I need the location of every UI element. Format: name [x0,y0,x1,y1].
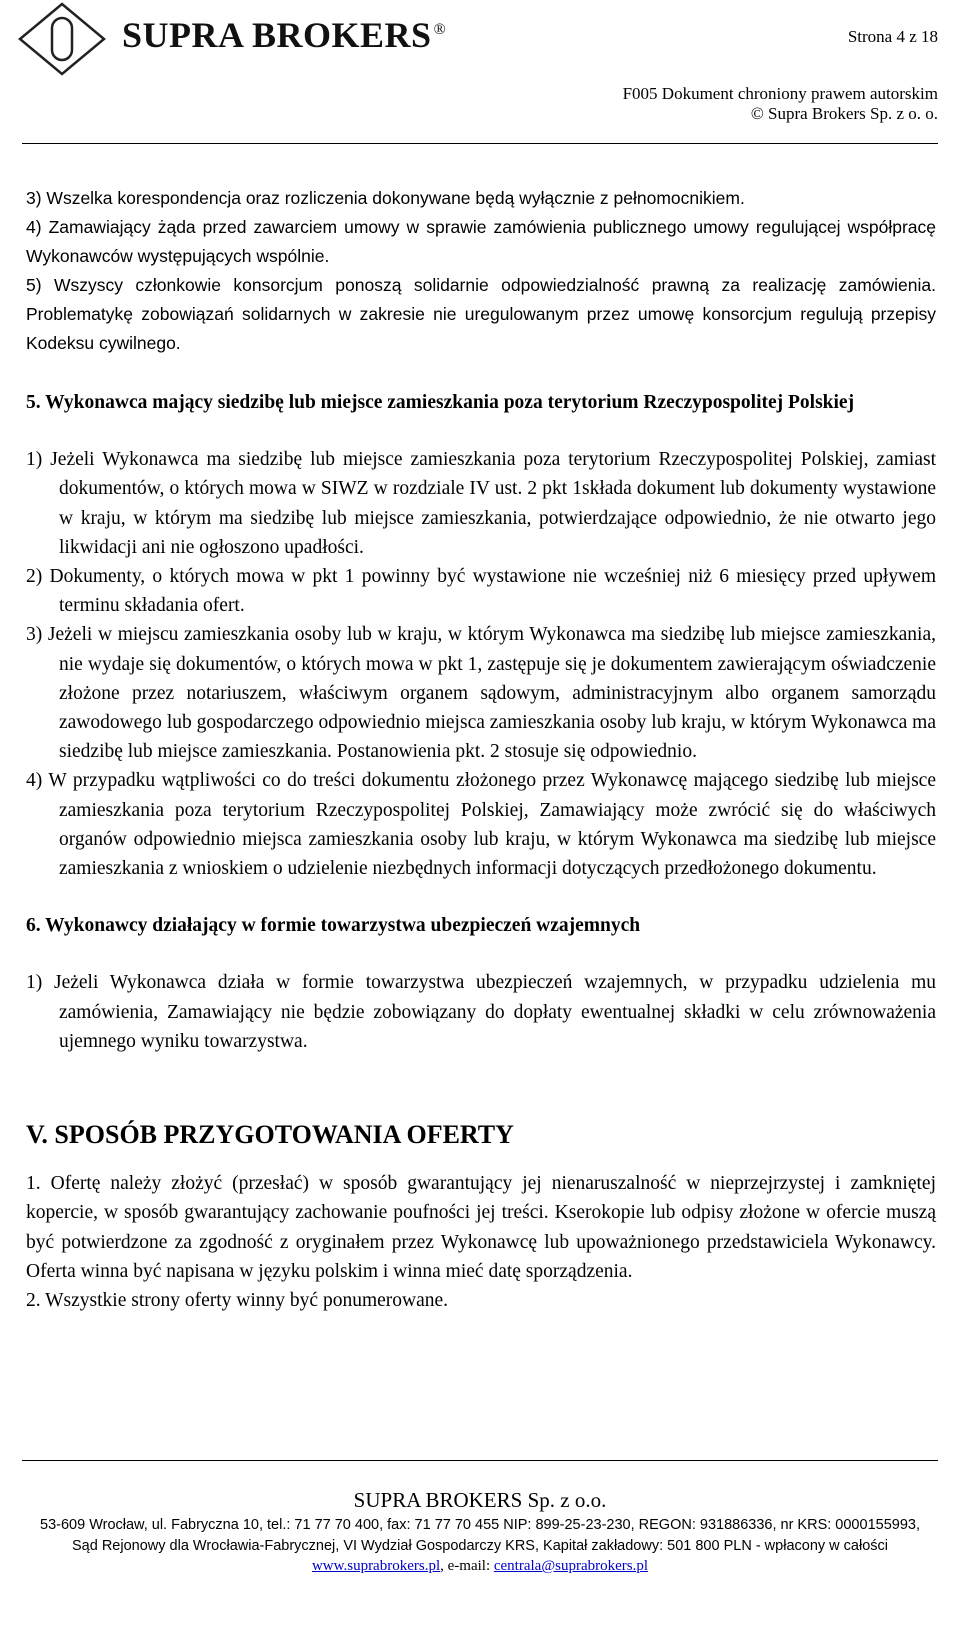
section-6-heading: 6. Wykonawcy działający w formie towarzystwa ubezpieczeń wzajemnych [26,915,641,937]
page-number: Strona 4 z 18 [847,27,938,46]
header-divider [22,143,938,144]
section-6-item-1: 1) Jeżeli Wykonawca działa w formie towarzystwa ubezpieczeń wzajemnych, w przypadku udzielenia mu zamówienia, Zamawiający nie będzie zobowiązany do dopłaty ewentualnej składki w celu zrównoważenia ujemnego wyniku towarzystwa. [26,972,936,1052]
logo-emblem-icon [12,0,112,78]
section-5-item-3: 3) Jeżeli w miejscu zamieszkania osoby lub w kraju, w którym Wykonawca ma siedzibę lub miejsce zamieszkania, nie wydaje się dokumentów, o których mowa w pkt 1, zastępuje się je dokumentem zawierającym oświadczenie złożone przez notariuszem, właściwym organem sądowym, administracyjnym albo organem samorządu zawodowego lub gospodarczego odpowiednio miejsca zamieszkania osoby lub kraju, w którym Wykonawca ma siedzibę lub miejsce zamieszkania. Postanowienia pkt. 2 stosuje się odpowiednio. [26,624,936,763]
footer-address: 53-609 Wrocław, ul. Fabryczna 10, tel.: 71 77 70 400, fax: 71 77 70 455 NIP: 899-25-23-230, REGON: 931886336, nr KRS: 0000155993, [40,1517,920,1533]
website-link[interactable]: www.suprabrokers.pl [311,1558,441,1574]
document-id: F005 Dokument chroniony prawem autorskim [622,84,938,103]
section-5-item-1: 1) Jeżeli Wykonawca ma siedzibę lub miejsce zamieszkania poza terytorium Rzeczypospolitej Polskiej, zamiast dokumentów, o których mowa w SIWZ w rozdziale IV ust. 2 pkt 1składa dokument lub dokumenty wystawione w kraju, w którym ma siedzibę lub miejsce zamieszkania, potwierdzające odpowiednio, że nie otwarto jego likwidacji ani nie ogłoszono upadłości. [26,449,936,558]
section-5-list [26,445,936,883]
section-v-paragraph-2: 2. Wszystkie strony oferty winny być ponumerowane. [26,1290,449,1312]
section-5-item-4: 4) W przypadku wątpliwości co do treści dokumentu złożonego przez Wykonawcę mającego siedzibę lub miejsce zamieszkania poza terytorium Rzeczypospolitej Polskiej, Zamawiający może zwrócić się do właściwych organów odpowiednio miejsca zamieszkania osoby lub kraju, w którym Wykonawca ma siedzibę lub miejsce zamieszkania z wnioskiem o udzielenie niezbędnych informacji dotyczących przedłożonego dokumentu. [26,770,936,880]
section-v-paragraph-1: 1. Ofertę należy złożyć (przesłać) w sposób gwarantujący jej nienaruszalność w nieprzejrzystej i zamkniętej kopercie, w sposób gwarantujący zachowanie poufności jej treści. Kserokopie lub odpisy złożone w ofercie muszą być potwierdzone za zgodność z oryginałem przez Wykonawcę lub upoważnionego przedstawiciela Wykonawcy. Oferta winna być napisana w języku polskim i winna mieć datę sporządzenia. [26,1173,936,1282]
page-header [0,0,960,150]
item-3: 3) Wszelka korespondencja oraz rozliczenia dokonywane będą wyłącznie z pełnomocnikiem. [26,188,745,208]
email-link[interactable]: centrala@suprabrokers.pl [493,1558,649,1574]
company-logo [12,0,532,80]
section-v-heading: V. SPOSÓB PRZYGOTOWANIA OFERTY [26,1120,514,1150]
document-body [26,184,936,1315]
section-5-heading: 5. Wykonawca mający siedzibę lub miejsce zamieszkania poza terytorium Rzeczypospolitej Polskiej [26,392,855,413]
footer-registry: Sąd Rejonowy dla Wrocławia-Fabrycznej, VI Wydział Gospodarczy KRS, Kapitał zakładowy: 501 800 PLN - wpłacony w całości [72,1538,888,1554]
footer-contact [0,1558,960,1575]
item-5: 5) Wszyscy członkowie konsorcjum ponoszą solidarnie odpowiedzialność prawną za realizację zamówienia. Problematykę zobowiązań solidarnych w zakresie nie uregulowanym przez umowę konsorcjum regulują przepisy Kodeksu cywilnego. [26,275,936,353]
email-label: , e-mail: [440,1558,494,1574]
section-6-list [26,968,936,1056]
section-5-item-2: 2) Dokumenty, o których mowa w pkt 1 powinny być wystawione nie wcześniej niż 6 miesięcy przed upływem terminu składania ofert. [26,566,936,617]
logo-wordmark: SUPRA BROKERS ® [122,15,447,55]
header-notice [623,84,938,124]
footer-company: SUPRA BROKERS Sp. z o.o. [353,1488,607,1512]
copyright-line: © Supra Brokers Sp. z o. o. [750,104,938,123]
footer-divider [22,1460,938,1461]
item-4: 4) Zamawiający żąda przed zawarciem umowy w sprawie zamówienia publicznego umowy regulującej współpracę Wykonawców występujących wspólnie. [26,217,936,266]
